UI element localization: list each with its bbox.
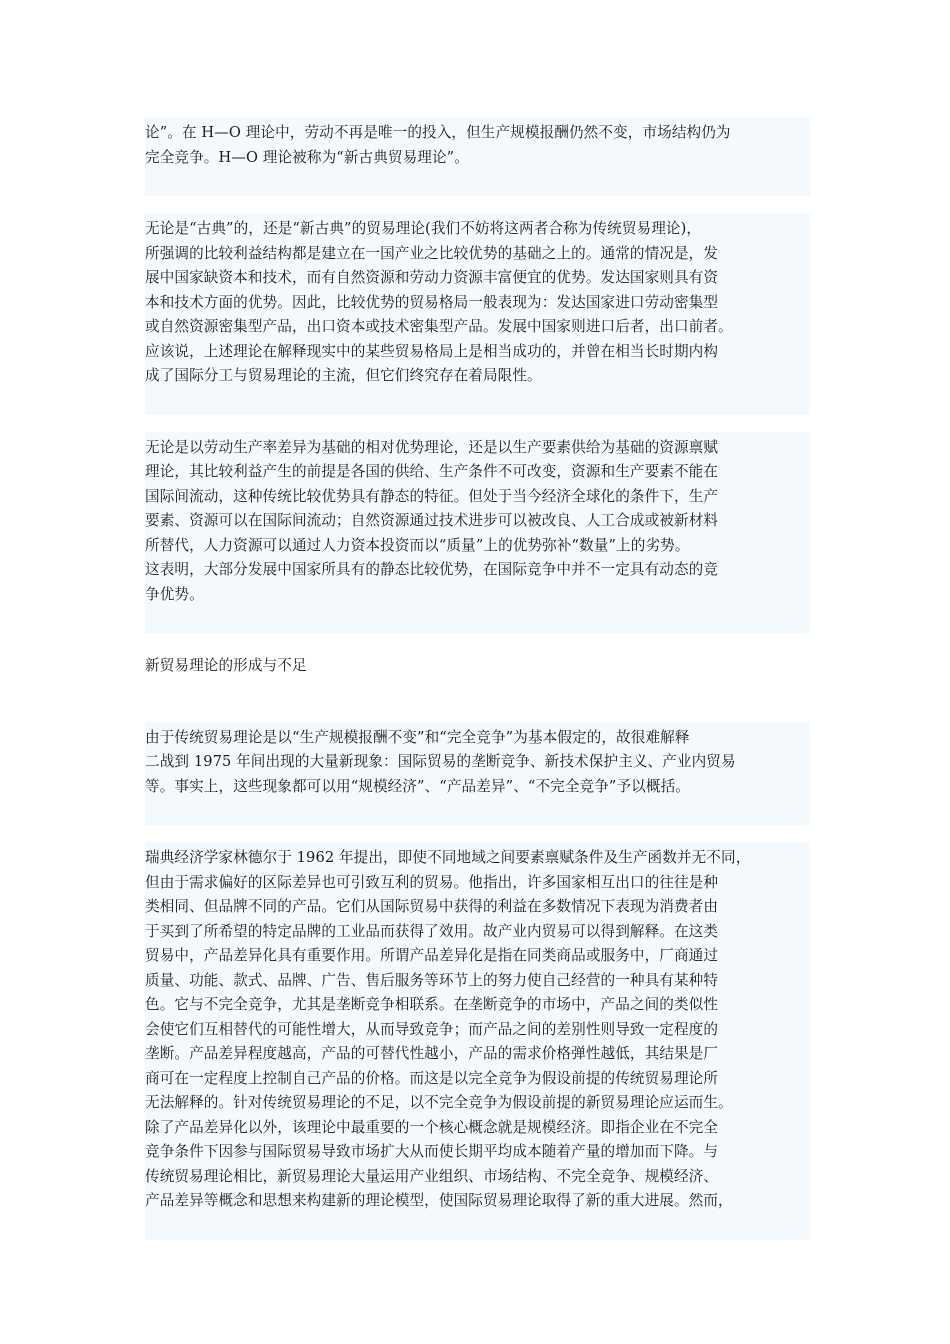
text-line: 竞争条件下因参与国际贸易导致市场扩大从而使长期平均成本随着产量的增加而下降。与: [145, 1143, 719, 1160]
text-line: 瑞典经济学家林德尔于 1962 年提出，即使不同地域之间要素禀赋条件及生产函数并无不同，: [145, 849, 751, 866]
text-line: 应该说，上述理论在解释现实中的某些贸易格局上是相当成功的，并曾在相当长时期内构: [145, 342, 719, 360]
text-line: 所替代，人力资源可以通过人力资本投资而以“质量”上的优势弥补“数量”上的劣势。: [145, 536, 690, 554]
document-page: [145, 117, 810, 1257]
text-line: 所强调的比较利益结构都是建立在一国产业之比较优势的基础之上的。通常的情况是，发: [145, 244, 719, 262]
text-line: 传统贸易理论相比，新贸易理论大量运用产业组织、市场结构、不完全竞争、规模经济、: [145, 1167, 719, 1185]
paragraph-linder-theory: [145, 842, 810, 1240]
text-line: 无论是以劳动生产率差异为基础的相对优势理论，还是以生产要素供给为基础的资源禀赋: [145, 438, 719, 456]
text-line: 贸易中，产品差异化具有重要作用。所谓产品差异化是指在同类商品或服务中，厂商通过: [145, 947, 719, 964]
text-line: 于买到了所希望的特定品牌的工业品而获得了效用。故产业内贸易可以得到解释。在这类: [145, 922, 719, 940]
text-line: 产品差异等概念和思想来构建新的理论模型，使国际贸易理论取得了新的重大进展。然而，: [145, 1192, 733, 1209]
paragraph-new-phenomena: [145, 722, 810, 826]
text-line: 类相同、但品牌不同的产品。它们从国际贸易中获得的利益在多数情况下表现为消费者由: [145, 898, 719, 915]
text-line: 除了产品差异化以外，该理论中最重要的一个核心概念就是规模经济。即指企业在不完全: [145, 1118, 719, 1136]
section-heading: [145, 650, 810, 705]
paragraph-static-advantage: [145, 432, 810, 634]
text-line: 成了国际分工与贸易理论的主流，但它们终究存在着局限性。: [145, 367, 542, 384]
text-line: 色。它与不完全竞争，尤其是垄断竞争相联系。在垄断竞争的市场中，产品之间的类似性: [145, 996, 719, 1013]
paragraph-traditional-theory: [145, 213, 810, 415]
text-line: 展中国家缺资本和技术，而有自然资源和劳动力资源丰富便宜的优势。发达国家则具有资: [145, 269, 719, 286]
text-line: 或自然资源密集型产品，出口资本或技术密集型产品。发展中国家则进口后者，出口前者。: [145, 318, 733, 335]
text-line: 等。事实上，这些现象都可以用“规模经济”、“产品差异”、“不完全竞争”予以概括。: [145, 777, 690, 795]
text-line: 本和技术方面的优势。因此，比较优势的贸易格局一般表现为：发达国家进口劳动密集型: [145, 293, 719, 311]
heading-text: 新贸易理论的形成与不足: [145, 657, 307, 674]
text-line: 无论是“古典”的，还是“新古典”的贸易理论(我们不妨将这两者合称为传统贸易理论)，: [145, 220, 702, 237]
text-line: 国际间流动，这种传统比较优势具有静态的特征。但处于当今经济全球化的条件下，生产: [145, 487, 719, 505]
text-line: 二战到 1975 年间出现的大量新现象：国际贸易的垄断竞争、新技术保护主义、产业内贸易: [145, 753, 736, 770]
text-line: 论”。在 H—O 理论中，劳动不再是唯一的投入，但生产规模报酬仍然不变，市场结构仍为: [145, 124, 731, 141]
text-line: 要素、资源可以在国际间流动；自然资源通过技术进步可以被改良、人工合成或被新材料: [145, 512, 719, 529]
text-line: 垄断。产品差异程度越高，产品的可替代性越小，产品的需求价格弹性越低，其结果是厂: [145, 1045, 719, 1062]
text-line: 理论，其比较利益产生的前提是各国的供给、生产条件不可改变，资源和生产要素不能在: [145, 463, 719, 480]
text-line: 争优势。: [145, 585, 204, 603]
text-line: 质量、功能、款式、品牌、广告、售后服务等环节上的努力使自己经营的一种具有某种特: [145, 971, 719, 989]
text-line: 会使它们互相替代的可能性增大，从而导致竞争；而产品之间的差别性则导致一定程度的: [145, 1020, 719, 1038]
text-line: 由于传统贸易理论是以“生产规模报酬不变”和“完全竞争”为基本假定的，故很难解释: [145, 728, 690, 746]
paragraph-ho-theory: [145, 117, 810, 196]
text-line: 但由于需求偏好的区际差异也可引致互利的贸易。他指出，许多国家相互出口的往往是种: [145, 873, 719, 891]
text-line: 商可在一定程度上控制自己产品的价格。而这是以完全竞争为假设前提的传统贸易理论所: [145, 1069, 719, 1087]
text-line: 无法解释的。针对传统贸易理论的不足，以不完全竞争为假设前提的新贸易理论应运而生。: [145, 1094, 733, 1111]
text-line: 完全竞争。H—O 理论被称为“新古典贸易理论”。: [145, 148, 469, 166]
text-line: 这表明，大部分发展中国家所具有的静态比较优势，在国际竞争中并不一定具有动态的竞: [145, 561, 719, 578]
